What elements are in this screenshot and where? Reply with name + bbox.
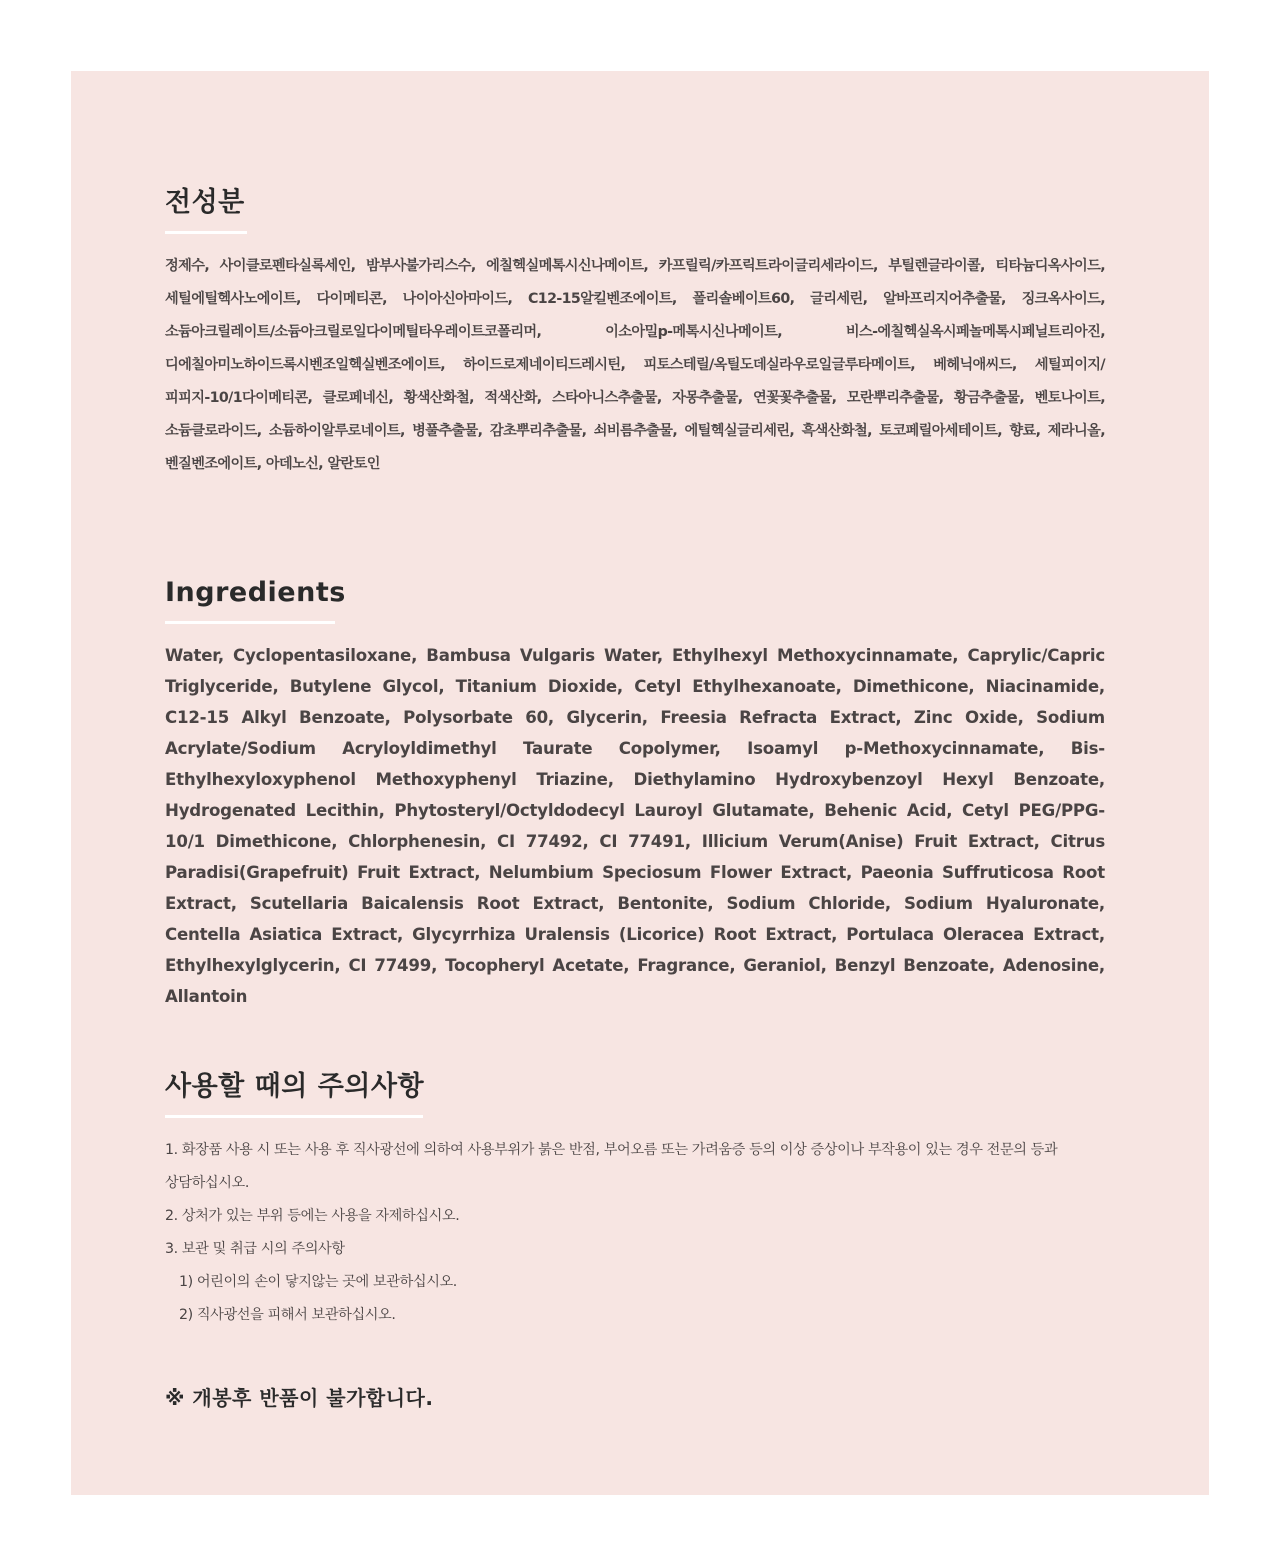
precautions-section	[165, 1070, 1105, 1332]
precaution-item: 3. 보관 및 취급 시의 주의사항	[165, 1241, 345, 1257]
heading-underline	[165, 231, 247, 234]
english-ingredients-text: Water, Cyclopentasiloxane, Bambusa Vulgaris Water, Ethylhexyl Methoxycinnamate, Caprylic/Capric Triglyceride, Butylene Glycol, Titanium Dioxide, Cetyl Ethylhexanoate, Dimethicone, Niacinamide, C12-15 Alkyl Benzoate, Polysorbate 60, Glycerin, Freesia Refracta Extract, Zinc Oxide, Sodium Acrylate/Sodium Acryloyldimethyl Taurate Copolymer, Isoamyl p-Methoxycinnamate, Bis-Ethylhexyloxyphenol Methoxyphenyl Triazine, Diethylamino Hydroxybenzoyl Hexyl Benzoate, Hydrogenated Lecithin, Phytosteryl/Octyldodecyl Lauroyl Glutamate, Behenic Acid, Cetyl PEG/PPG-10/1 Dimethicone, Chlorphenesin, CI 77492, CI 77491, Illicium Verum(Anise) Fruit Extract, Citrus Paradisi(Grapefruit) Fruit Extract, Nelumbium Speciosum Flower Extract, Paeonia Suffruticosa Root Extract, Scutellaria Baicalensis Root Extract, Bentonite, Sodium Chloride, Sodium Hyaluronate, Centella Asiatica Extract, Glycyrrhiza Uralensis (Licorice) Root Extract, Portulaca Oleracea Extract, Ethylhexylglycerin, CI 77499, Tocopheryl Acetate, Fragrance, Geraniol, Benzyl Benzoate, Adenosine, Allantoin	[165, 646, 1105, 1006]
korean-ingredients-section	[165, 186, 1105, 481]
precaution-subitem: 2) 직사광선을 피해서 보관하십시오.	[179, 1307, 396, 1323]
precautions-list	[165, 1134, 1105, 1332]
english-ingredients-section	[165, 576, 1105, 1012]
korean-ingredients-text: 정제수, 사이클로펜타실록세인, 밤부사불가리스수, 에칠헥실메톡시신나메이트, 카프릴릭/카프릭트라이글리세라이드, 부틸렌글라이콜, 티타늄디옥사이드, 세틸에틸헥사노에이트, 다이메티콘, 나이아신아마이드, C12-15알킬벤조에이트, 폴리솔베이트60, 글리세린, 알바프리지어추출물, 징크옥사이드, 소듐아크릴레이트/소듐아크릴로일다이메틸타우레이트코폴리머, 이소아밀p-메톡시신나메이트, 비스-에칠헥실옥시페놀메톡시페닐트리아진, 디에칠아미노하이드록시벤조일헥실벤조에이트, 하이드로제네이티드레시틴, 피토스테릴/옥틸도데실라우로일글루타메이트, 베헤닉애씨드, 세틸피이지/피피지-10/1다이메티콘, 클로페네신, 황색산화철, 적색산화, 스타아니스추출물, 자몽추출물, 연꽃꽃추출물, 모란뿌리추출물, 황금추출물, 벤토나이트, 소듐클로라이드, 소듐하이알루로네이트, 병풀추출물, 감초뿌리추출물, 쇠비름추출물, 에틸헥실글리세린, 흑색산화철, 토코페릴아세테이트, 향료, 제라니올, 벤질벤조에이트, 아데노신, 알란토인	[165, 258, 1105, 472]
precaution-subitem: 1) 어린이의 손이 닿지않는 곳에 보관하십시오.	[179, 1274, 457, 1290]
precautions-heading: 사용할 때의 주의사항	[165, 1071, 425, 1102]
korean-ingredients-heading: 전성분	[165, 187, 245, 218]
english-ingredients-heading: Ingredients	[165, 577, 346, 608]
heading-underline	[165, 621, 335, 624]
heading-underline	[165, 1115, 423, 1118]
precaution-item: 1. 화장품 사용 시 또는 사용 후 직사광선에 의하여 사용부위가 붉은 반점, 부어오름 또는 가려움증 등의 이상 증상이나 부작용이 있는 경우 전문의 등과 상담하십시오.	[165, 1142, 1058, 1191]
no-return-notice: ※ 개봉후 반품이 불가합니다.	[165, 1386, 434, 1410]
precaution-item: 2. 상처가 있는 부위 등에는 사용을 자제하십시오.	[165, 1208, 460, 1224]
